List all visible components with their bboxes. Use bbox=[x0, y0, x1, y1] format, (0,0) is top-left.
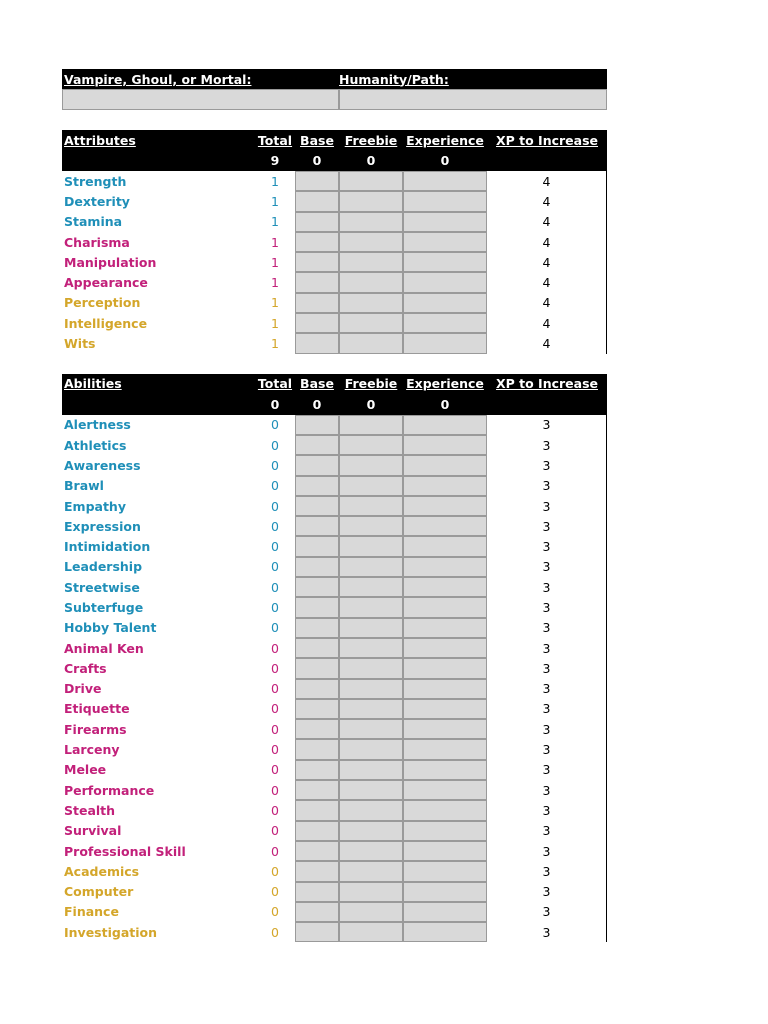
trait-total: 1 bbox=[271, 234, 279, 250]
totals-spacer bbox=[62, 394, 255, 415]
ability-row bbox=[62, 496, 607, 516]
freebie-input[interactable] bbox=[339, 516, 403, 536]
base-input[interactable] bbox=[295, 191, 339, 211]
trait-total: 1 bbox=[271, 336, 279, 352]
trait-total: 1 bbox=[271, 315, 279, 331]
attribute-row bbox=[62, 212, 607, 232]
experience-input[interactable] bbox=[403, 333, 487, 353]
freebie-input[interactable] bbox=[339, 415, 403, 435]
experience-input[interactable] bbox=[403, 557, 487, 577]
trait-name: Leadership bbox=[64, 559, 143, 575]
humanity-input[interactable] bbox=[339, 89, 607, 110]
freebie-input[interactable] bbox=[339, 191, 403, 211]
trait-name: Finance bbox=[64, 904, 119, 920]
freebie-input[interactable] bbox=[339, 293, 403, 313]
trait-name: Animal Ken bbox=[64, 640, 144, 656]
attributes-freebie-sum: 0 bbox=[366, 153, 376, 169]
attribute-row bbox=[62, 313, 607, 333]
totals-spacer bbox=[487, 394, 607, 415]
attribute-row bbox=[62, 333, 607, 353]
trait-total: 1 bbox=[271, 254, 279, 270]
trait-name: Strength bbox=[64, 173, 127, 189]
attribute-row bbox=[62, 191, 607, 211]
ability-row bbox=[62, 557, 607, 577]
experience-input[interactable] bbox=[403, 313, 487, 333]
freebie-input[interactable] bbox=[339, 212, 403, 232]
xp-to-increase: 3 bbox=[487, 415, 607, 435]
base-input[interactable] bbox=[295, 435, 339, 455]
trait-total: 0 bbox=[271, 579, 279, 595]
trait-total: 0 bbox=[271, 539, 279, 555]
base-input[interactable] bbox=[295, 739, 339, 759]
attributes-total-sum: 9 bbox=[270, 153, 280, 169]
trait-total: 0 bbox=[271, 681, 279, 697]
xp-to-increase: 3 bbox=[487, 679, 607, 699]
freebie-input[interactable] bbox=[339, 577, 403, 597]
base-input[interactable] bbox=[295, 638, 339, 658]
trait-total: 1 bbox=[271, 173, 279, 189]
attribute-row bbox=[62, 171, 607, 191]
freebie-input[interactable] bbox=[339, 800, 403, 820]
xp-to-increase: 3 bbox=[487, 476, 607, 496]
xp-to-increase: 3 bbox=[487, 841, 607, 861]
trait-total: 0 bbox=[271, 823, 279, 839]
col-xp-to-increase: XP to Increase bbox=[495, 132, 599, 148]
trait-total: 0 bbox=[271, 884, 279, 900]
freebie-input[interactable] bbox=[339, 679, 403, 699]
xp-to-increase: 4 bbox=[487, 293, 607, 313]
ability-row bbox=[62, 597, 607, 617]
freebie-input[interactable] bbox=[339, 841, 403, 861]
trait-name: Empathy bbox=[64, 498, 126, 514]
experience-input[interactable] bbox=[403, 882, 487, 902]
experience-input[interactable] bbox=[403, 272, 487, 292]
trait-total: 1 bbox=[271, 193, 279, 209]
ability-row bbox=[62, 882, 607, 902]
base-input[interactable] bbox=[295, 861, 339, 881]
trait-name: Intelligence bbox=[64, 315, 148, 331]
base-input[interactable] bbox=[295, 293, 339, 313]
trait-total: 1 bbox=[271, 214, 279, 230]
trait-total: 0 bbox=[271, 660, 279, 676]
experience-input[interactable] bbox=[403, 739, 487, 759]
abilities-title: Abilities bbox=[64, 376, 122, 392]
trait-name: Drive bbox=[64, 681, 102, 697]
abilities-table bbox=[62, 415, 607, 943]
experience-input[interactable] bbox=[403, 618, 487, 638]
experience-input[interactable] bbox=[403, 679, 487, 699]
trait-total: 0 bbox=[271, 599, 279, 615]
xp-to-increase: 3 bbox=[487, 861, 607, 881]
trait-name: Computer bbox=[64, 884, 134, 900]
xp-to-increase: 3 bbox=[487, 496, 607, 516]
ability-row bbox=[62, 476, 607, 496]
trait-total: 0 bbox=[271, 559, 279, 575]
freebie-input[interactable] bbox=[339, 821, 403, 841]
attributes-table bbox=[62, 171, 607, 354]
base-input[interactable] bbox=[295, 841, 339, 861]
base-input[interactable] bbox=[295, 496, 339, 516]
ability-row bbox=[62, 800, 607, 820]
xp-to-increase: 3 bbox=[487, 719, 607, 739]
spacer bbox=[62, 354, 607, 374]
xp-to-increase: 3 bbox=[487, 638, 607, 658]
base-input[interactable] bbox=[295, 679, 339, 699]
experience-input[interactable] bbox=[403, 191, 487, 211]
base-input[interactable] bbox=[295, 333, 339, 353]
trait-total: 0 bbox=[271, 437, 279, 453]
experience-input[interactable] bbox=[403, 780, 487, 800]
xp-to-increase: 3 bbox=[487, 882, 607, 902]
experience-input[interactable] bbox=[403, 597, 487, 617]
freebie-input[interactable] bbox=[339, 739, 403, 759]
xp-to-increase: 3 bbox=[487, 455, 607, 475]
freebie-input[interactable] bbox=[339, 272, 403, 292]
base-input[interactable] bbox=[295, 252, 339, 272]
trait-name: Appearance bbox=[64, 275, 148, 291]
xp-to-increase: 4 bbox=[487, 252, 607, 272]
base-input[interactable] bbox=[295, 597, 339, 617]
type-header-bar bbox=[62, 69, 607, 89]
xp-to-increase: 4 bbox=[487, 191, 607, 211]
freebie-input[interactable] bbox=[339, 780, 403, 800]
col-base: Base bbox=[300, 132, 334, 148]
experience-input[interactable] bbox=[403, 577, 487, 597]
col-total: Total bbox=[257, 132, 293, 148]
xp-to-increase: 4 bbox=[487, 212, 607, 232]
ability-row bbox=[62, 739, 607, 759]
ability-row bbox=[62, 821, 607, 841]
trait-total: 0 bbox=[271, 498, 279, 514]
experience-input[interactable] bbox=[403, 699, 487, 719]
freebie-input[interactable] bbox=[339, 171, 403, 191]
base-input[interactable] bbox=[295, 577, 339, 597]
trait-total: 0 bbox=[271, 802, 279, 818]
experience-input[interactable] bbox=[403, 638, 487, 658]
freebie-input[interactable] bbox=[339, 882, 403, 902]
trait-name: Streetwise bbox=[64, 579, 140, 595]
experience-input[interactable] bbox=[403, 252, 487, 272]
xp-to-increase: 3 bbox=[487, 699, 607, 719]
type-label: Vampire, Ghoul, or Mortal: bbox=[64, 71, 252, 87]
col-experience: Experience bbox=[406, 132, 484, 148]
xp-to-increase: 3 bbox=[487, 739, 607, 759]
experience-input[interactable] bbox=[403, 293, 487, 313]
trait-name: Athletics bbox=[64, 437, 127, 453]
freebie-input[interactable] bbox=[339, 658, 403, 678]
base-input[interactable] bbox=[295, 821, 339, 841]
trait-name: Expression bbox=[64, 518, 141, 534]
experience-input[interactable] bbox=[403, 516, 487, 536]
freebie-input[interactable] bbox=[339, 313, 403, 333]
totals-spacer bbox=[62, 151, 255, 172]
xp-to-increase: 3 bbox=[487, 821, 607, 841]
trait-total: 0 bbox=[271, 620, 279, 636]
xp-to-increase: 3 bbox=[487, 516, 607, 536]
freebie-input[interactable] bbox=[339, 557, 403, 577]
trait-name: Manipulation bbox=[64, 254, 157, 270]
xp-to-increase: 3 bbox=[487, 597, 607, 617]
col-freebie: Freebie bbox=[344, 376, 398, 392]
trait-name: Etiquette bbox=[64, 701, 130, 717]
attribute-row bbox=[62, 252, 607, 272]
abilities-header bbox=[62, 374, 607, 415]
base-input[interactable] bbox=[295, 922, 339, 942]
freebie-input[interactable] bbox=[339, 638, 403, 658]
trait-name: Intimidation bbox=[64, 539, 151, 555]
ability-row bbox=[62, 577, 607, 597]
base-input[interactable] bbox=[295, 760, 339, 780]
trait-name: Larceny bbox=[64, 742, 120, 758]
experience-input[interactable] bbox=[403, 415, 487, 435]
experience-input[interactable] bbox=[403, 476, 487, 496]
trait-total: 0 bbox=[271, 762, 279, 778]
xp-to-increase: 3 bbox=[487, 800, 607, 820]
trait-total: 0 bbox=[271, 843, 279, 859]
ability-row bbox=[62, 902, 607, 922]
trait-total: 0 bbox=[271, 518, 279, 534]
ability-row bbox=[62, 780, 607, 800]
experience-input[interactable] bbox=[403, 536, 487, 556]
base-input[interactable] bbox=[295, 780, 339, 800]
trait-name: Alertness bbox=[64, 417, 131, 433]
freebie-input[interactable] bbox=[339, 476, 403, 496]
humanity-label: Humanity/Path: bbox=[339, 71, 449, 87]
attributes-title: Attributes bbox=[64, 132, 136, 148]
experience-input[interactable] bbox=[403, 658, 487, 678]
ability-row bbox=[62, 455, 607, 475]
header-inputs bbox=[62, 89, 607, 110]
trait-name: Investigation bbox=[64, 924, 158, 940]
experience-input[interactable] bbox=[403, 841, 487, 861]
base-input[interactable] bbox=[295, 516, 339, 536]
trait-total: 0 bbox=[271, 742, 279, 758]
trait-total: 0 bbox=[271, 417, 279, 433]
attribute-row bbox=[62, 232, 607, 252]
base-input[interactable] bbox=[295, 415, 339, 435]
experience-input[interactable] bbox=[403, 719, 487, 739]
experience-input[interactable] bbox=[403, 821, 487, 841]
freebie-input[interactable] bbox=[339, 922, 403, 942]
trait-name: Subterfuge bbox=[64, 599, 144, 615]
trait-total: 0 bbox=[271, 782, 279, 798]
col-experience: Experience bbox=[406, 376, 484, 392]
freebie-input[interactable] bbox=[339, 232, 403, 252]
xp-to-increase: 4 bbox=[487, 272, 607, 292]
trait-name: Perception bbox=[64, 295, 141, 311]
trait-name: Professional Skill bbox=[64, 843, 186, 859]
trait-name: Awareness bbox=[64, 457, 141, 473]
base-input[interactable] bbox=[295, 658, 339, 678]
trait-name: Melee bbox=[64, 762, 107, 778]
experience-input[interactable] bbox=[403, 232, 487, 252]
ability-row bbox=[62, 841, 607, 861]
trait-name: Survival bbox=[64, 823, 122, 839]
freebie-input[interactable] bbox=[339, 597, 403, 617]
attributes-experience-sum: 0 bbox=[440, 153, 450, 169]
attribute-row bbox=[62, 272, 607, 292]
freebie-input[interactable] bbox=[339, 455, 403, 475]
experience-input[interactable] bbox=[403, 760, 487, 780]
xp-to-increase: 4 bbox=[487, 232, 607, 252]
xp-to-increase: 3 bbox=[487, 536, 607, 556]
trait-total: 1 bbox=[271, 275, 279, 291]
experience-input[interactable] bbox=[403, 800, 487, 820]
freebie-input[interactable] bbox=[339, 760, 403, 780]
base-input[interactable] bbox=[295, 476, 339, 496]
ability-row bbox=[62, 719, 607, 739]
base-input[interactable] bbox=[295, 212, 339, 232]
trait-name: Stamina bbox=[64, 214, 123, 230]
xp-to-increase: 3 bbox=[487, 780, 607, 800]
experience-input[interactable] bbox=[403, 496, 487, 516]
experience-input[interactable] bbox=[403, 922, 487, 942]
attributes-header bbox=[62, 130, 607, 171]
trait-name: Crafts bbox=[64, 660, 107, 676]
freebie-input[interactable] bbox=[339, 699, 403, 719]
trait-name: Academics bbox=[64, 863, 140, 879]
trait-total: 0 bbox=[271, 904, 279, 920]
freebie-input[interactable] bbox=[339, 618, 403, 638]
ability-row bbox=[62, 435, 607, 455]
xp-to-increase: 3 bbox=[487, 618, 607, 638]
experience-input[interactable] bbox=[403, 171, 487, 191]
xp-to-increase: 3 bbox=[487, 577, 607, 597]
abilities-base-sum: 0 bbox=[312, 396, 322, 412]
col-xp-to-increase: XP to Increase bbox=[495, 376, 599, 392]
ability-row bbox=[62, 415, 607, 435]
ability-row bbox=[62, 536, 607, 556]
xp-to-increase: 4 bbox=[487, 313, 607, 333]
trait-name: Hobby Talent bbox=[64, 620, 157, 636]
ability-row bbox=[62, 618, 607, 638]
base-input[interactable] bbox=[295, 557, 339, 577]
experience-input[interactable] bbox=[403, 902, 487, 922]
experience-input[interactable] bbox=[403, 212, 487, 232]
freebie-input[interactable] bbox=[339, 496, 403, 516]
trait-name: Performance bbox=[64, 782, 155, 798]
base-input[interactable] bbox=[295, 455, 339, 475]
base-input[interactable] bbox=[295, 536, 339, 556]
trait-total: 0 bbox=[271, 457, 279, 473]
col-base: Base bbox=[300, 376, 334, 392]
freebie-input[interactable] bbox=[339, 333, 403, 353]
abilities-total-sum: 0 bbox=[270, 396, 280, 412]
trait-total: 0 bbox=[271, 478, 279, 494]
ability-row bbox=[62, 861, 607, 881]
trait-total: 0 bbox=[271, 701, 279, 717]
ability-row bbox=[62, 699, 607, 719]
ability-row bbox=[62, 658, 607, 678]
abilities-experience-sum: 0 bbox=[440, 396, 450, 412]
trait-name: Firearms bbox=[64, 721, 127, 737]
xp-to-increase: 3 bbox=[487, 922, 607, 942]
base-input[interactable] bbox=[295, 313, 339, 333]
freebie-input[interactable] bbox=[339, 435, 403, 455]
trait-total: 1 bbox=[271, 295, 279, 311]
trait-name: Charisma bbox=[64, 234, 130, 250]
base-input[interactable] bbox=[295, 232, 339, 252]
base-input[interactable] bbox=[295, 272, 339, 292]
xp-to-increase: 4 bbox=[487, 333, 607, 353]
freebie-input[interactable] bbox=[339, 902, 403, 922]
ability-row bbox=[62, 516, 607, 536]
base-input[interactable] bbox=[295, 171, 339, 191]
attributes-base-sum: 0 bbox=[312, 153, 322, 169]
trait-name: Dexterity bbox=[64, 193, 130, 209]
freebie-input[interactable] bbox=[339, 719, 403, 739]
ability-row bbox=[62, 679, 607, 699]
freebie-input[interactable] bbox=[339, 861, 403, 881]
abilities-freebie-sum: 0 bbox=[366, 396, 376, 412]
experience-input[interactable] bbox=[403, 455, 487, 475]
ability-row bbox=[62, 760, 607, 780]
type-input[interactable] bbox=[62, 89, 339, 110]
trait-total: 0 bbox=[271, 721, 279, 737]
base-input[interactable] bbox=[295, 902, 339, 922]
base-input[interactable] bbox=[295, 800, 339, 820]
trait-name: Brawl bbox=[64, 478, 104, 494]
freebie-input[interactable] bbox=[339, 252, 403, 272]
xp-to-increase: 4 bbox=[487, 171, 607, 191]
base-input[interactable] bbox=[295, 618, 339, 638]
trait-total: 0 bbox=[271, 863, 279, 879]
ability-row bbox=[62, 638, 607, 658]
trait-total: 0 bbox=[271, 924, 279, 940]
col-freebie: Freebie bbox=[344, 132, 398, 148]
trait-name: Wits bbox=[64, 336, 96, 352]
trait-name: Stealth bbox=[64, 802, 116, 818]
xp-to-increase: 3 bbox=[487, 557, 607, 577]
ability-row bbox=[62, 922, 607, 942]
col-total: Total bbox=[257, 376, 293, 392]
xp-to-increase: 3 bbox=[487, 760, 607, 780]
totals-spacer bbox=[487, 151, 607, 172]
xp-to-increase: 3 bbox=[487, 902, 607, 922]
xp-to-increase: 3 bbox=[487, 435, 607, 455]
base-input[interactable] bbox=[295, 699, 339, 719]
experience-input[interactable] bbox=[403, 861, 487, 881]
character-sheet bbox=[62, 69, 607, 942]
spacer bbox=[62, 110, 607, 130]
trait-total: 0 bbox=[271, 640, 279, 656]
experience-input[interactable] bbox=[403, 435, 487, 455]
base-input[interactable] bbox=[295, 882, 339, 902]
base-input[interactable] bbox=[295, 719, 339, 739]
freebie-input[interactable] bbox=[339, 536, 403, 556]
attribute-row bbox=[62, 293, 607, 313]
xp-to-increase: 3 bbox=[487, 658, 607, 678]
